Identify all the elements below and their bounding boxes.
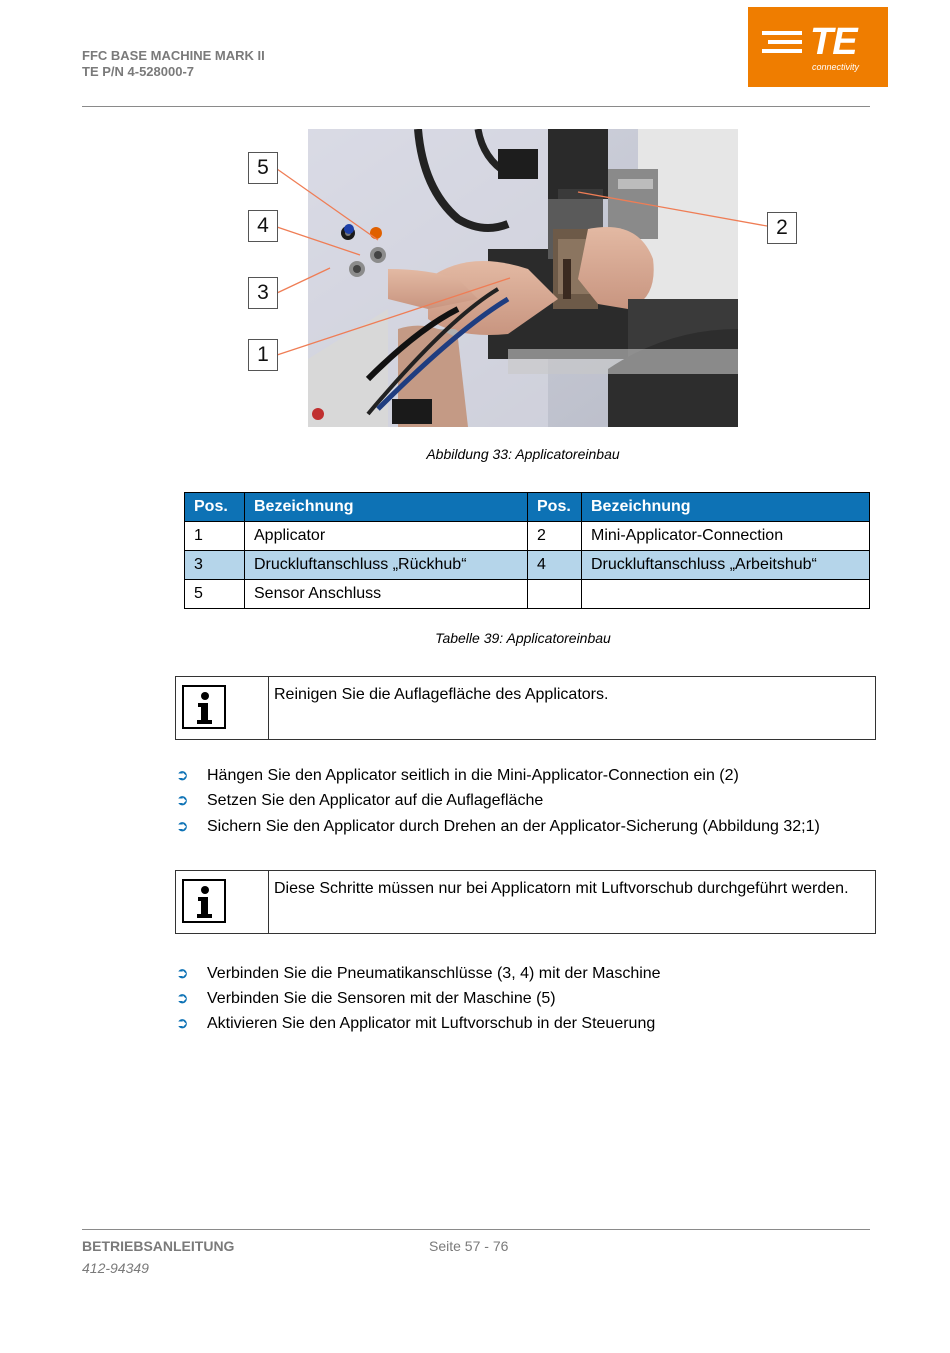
list-item bbox=[176, 1014, 655, 1033]
arrow-bullet-icon: ➲ bbox=[176, 818, 189, 835]
header-part-number: TE P/N 4-528000-7 bbox=[82, 64, 195, 79]
callout-line-3 bbox=[277, 268, 330, 293]
table-cell bbox=[582, 580, 870, 609]
callout-line-5 bbox=[277, 169, 378, 240]
callout-1: 1 bbox=[248, 339, 278, 371]
table-row bbox=[185, 580, 870, 609]
list-item-text: Setzen Sie den Applicator auf die Auflagefläche bbox=[207, 792, 544, 809]
callout-5: 5 bbox=[248, 152, 278, 184]
figure-caption-text: Abbildung 33: Applicatoreinbau bbox=[426, 446, 620, 462]
table-caption bbox=[0, 630, 950, 646]
table-cell: 3 bbox=[185, 551, 245, 580]
list-item bbox=[176, 817, 820, 836]
callout-line-4 bbox=[277, 227, 360, 255]
footer-doc-number: 412-94349 bbox=[82, 1260, 149, 1276]
info-box bbox=[175, 676, 876, 740]
list-item-text: Verbinden Sie die Sensoren mit der Maschine (5) bbox=[207, 990, 556, 1007]
callout-line-2 bbox=[578, 192, 767, 226]
info-text: Diese Schritte müssen nur bei Applicatorn mit Luftvorschub durchgeführt werden. bbox=[274, 880, 849, 897]
arrow-bullet-icon: ➲ bbox=[176, 767, 189, 784]
table-row bbox=[185, 522, 870, 551]
position-table bbox=[184, 492, 870, 609]
table-header-row bbox=[185, 493, 870, 522]
table-header-cell: Pos. bbox=[185, 493, 245, 522]
list-item bbox=[176, 791, 543, 810]
table-row bbox=[185, 551, 870, 580]
arrow-bullet-icon: ➲ bbox=[176, 792, 189, 809]
list-item-text: Aktivieren Sie den Applicator mit Luftvorschub in der Steuerung bbox=[207, 1015, 656, 1032]
table-cell: 1 bbox=[185, 522, 245, 551]
table-cell: 2 bbox=[528, 522, 582, 551]
info-icon-cell bbox=[176, 871, 269, 933]
arrow-bullet-icon: ➲ bbox=[176, 965, 189, 982]
table-cell: Mini-Applicator-Connection bbox=[582, 522, 870, 551]
table-cell: Sensor Anschluss bbox=[245, 580, 528, 609]
header-title: FFC BASE MACHINE MARK II bbox=[82, 48, 265, 63]
callout-4: 4 bbox=[248, 210, 278, 242]
callout-2: 2 bbox=[767, 212, 797, 244]
list-item bbox=[176, 964, 661, 983]
figure-caption bbox=[0, 446, 950, 462]
info-box bbox=[175, 870, 876, 934]
logo-subtext: connectivity bbox=[812, 62, 860, 72]
info-icon bbox=[182, 879, 226, 923]
table-cell: Applicator bbox=[245, 522, 528, 551]
table-cell: 5 bbox=[185, 580, 245, 609]
info-text: Reinigen Sie die Auflagefläche des Applicators. bbox=[274, 686, 609, 703]
callout-lines bbox=[0, 0, 950, 440]
logo-text: TE bbox=[810, 21, 857, 63]
footer-divider bbox=[82, 1229, 870, 1230]
list-item-text: Verbinden Sie die Pneumatikanschlüsse (3, 4) mit der Maschine bbox=[207, 965, 661, 982]
list-item-text: Sichern Sie den Applicator durch Drehen an der Applicator-Sicherung (Abbildung 32;1) bbox=[207, 818, 820, 835]
table-caption-text: Tabelle 39: Applicatoreinbau bbox=[435, 630, 611, 646]
info-icon bbox=[182, 685, 226, 729]
table-cell: 4 bbox=[528, 551, 582, 580]
table-cell: Druckluftanschluss „Rückhub“ bbox=[245, 551, 528, 580]
table-cell bbox=[528, 580, 582, 609]
page-number: Seite 57 - 76 bbox=[429, 1238, 509, 1254]
table-header-cell: Bezeichnung bbox=[245, 493, 528, 522]
info-icon-cell bbox=[176, 677, 269, 739]
footer-title: BETRIEBSANLEITUNG bbox=[82, 1238, 235, 1254]
list-item bbox=[176, 766, 739, 785]
table-header-cell: Bezeichnung bbox=[582, 493, 870, 522]
arrow-bullet-icon: ➲ bbox=[176, 1015, 189, 1032]
list-item bbox=[176, 989, 556, 1008]
callout-3: 3 bbox=[248, 277, 278, 309]
table-header-cell: Pos. bbox=[528, 493, 582, 522]
callout-line-1 bbox=[277, 278, 510, 355]
list-item-text: Hängen Sie den Applicator seitlich in die Mini-Applicator-Connection ein (2) bbox=[207, 767, 739, 784]
table-cell: Druckluftanschluss „Arbeitshub“ bbox=[582, 551, 870, 580]
arrow-bullet-icon: ➲ bbox=[176, 990, 189, 1007]
